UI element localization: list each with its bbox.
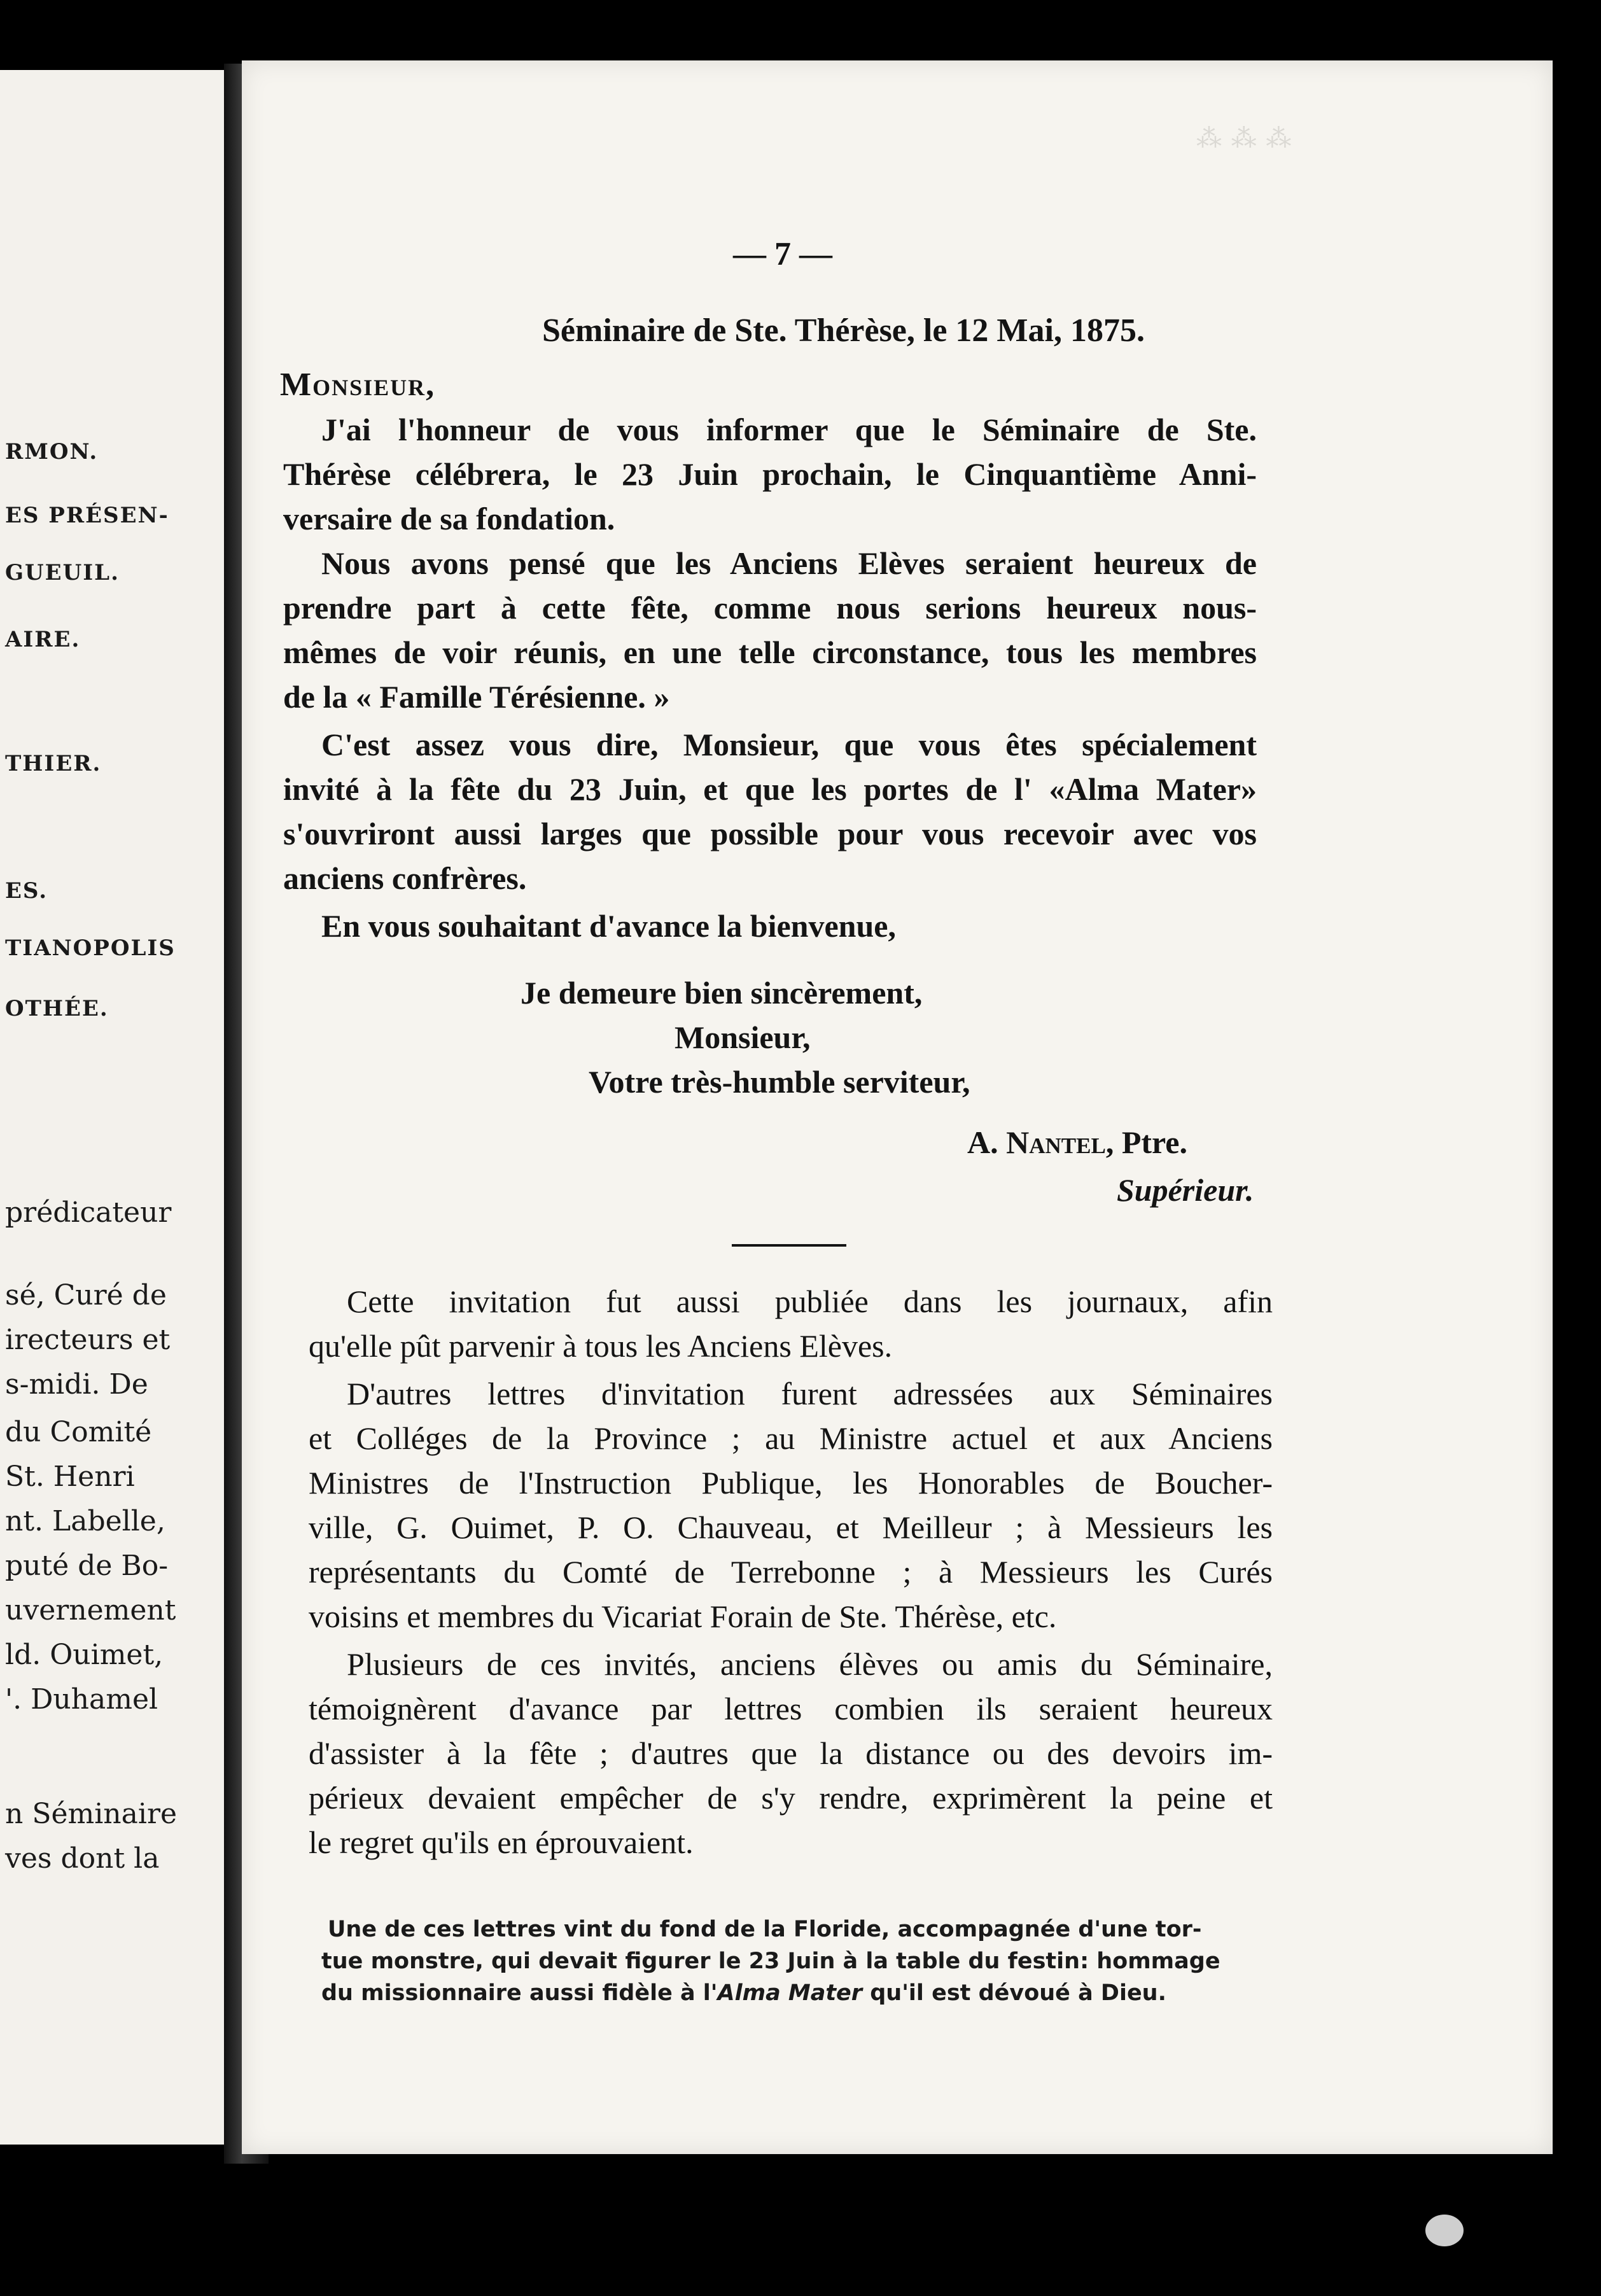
left-page-fragment: RMON. (5, 439, 99, 465)
left-page-fragment: irecteurs et (5, 1324, 171, 1356)
signature-suffix: , Ptre. (1105, 1124, 1187, 1160)
left-page-fragment: nt. Labelle, (5, 1505, 165, 1537)
body-line: représentants du Comté de Terrebonne ; à Messieurs les Curés (309, 1554, 1273, 1590)
left-page-fragment: s-midi. De (5, 1368, 148, 1401)
left-page-fragment: '. Duhamel (5, 1683, 158, 1716)
signature-name: Nantel (1006, 1124, 1106, 1160)
left-page-fragment: OTHÉE. (5, 996, 109, 1021)
signature-initial: A. (967, 1124, 998, 1160)
left-page-fragment: GUEUIL. (5, 560, 120, 585)
bleed-through-decoration: ⁂ ⁂ ⁂ (1196, 124, 1292, 153)
letter-line: mêmes de voir réunis, en une telle circonstance, tous les membres (283, 634, 1257, 670)
letter-line: En vous souhaitant d'avance la bienvenue, (321, 908, 896, 944)
left-page-fragment: prédicateur (5, 1196, 172, 1229)
left-page-fragment: ES. (5, 878, 48, 904)
left-page-fragment: du Comité (5, 1416, 152, 1448)
page-number: — 7 — (733, 236, 832, 272)
left-page-fragment: n Séminaire (5, 1798, 178, 1830)
letter-line: invité à la fête du 23 Juin, et que les portes de l' «Alma Mater» (283, 771, 1257, 807)
footnote-alma-mater: Alma Mater (717, 1980, 863, 2006)
signature (967, 1123, 1187, 1161)
letter-line: C'est assez vous dire, Monsieur, que vous êtes spécialement (321, 727, 1257, 762)
body-line: voisins et membres du Vicariat Forain de Ste. Thérèse, etc. (309, 1599, 1057, 1634)
section-separator (732, 1244, 846, 1247)
left-page-fragment: sé, Curé de (5, 1279, 167, 1312)
left-page-fragment: ves dont la (5, 1842, 160, 1875)
left-page-fragment: uvernement (5, 1594, 176, 1627)
closing-line-3: Votre très-humble serviteur, (589, 1064, 970, 1100)
body-line: ville, G. Ouimet, P. O. Chauveau, et Meilleur ; à Messieurs les (309, 1509, 1273, 1545)
letter-line: prendre part à cette fête, comme nous serions heureux nous- (283, 590, 1257, 626)
letter-line: Nous avons pensé que les Anciens Elèves seraient heureux de (321, 545, 1257, 581)
footnote-line-3 (321, 1979, 1166, 2007)
left-page-fragment: AIRE. (5, 627, 81, 652)
body-line: Ministres de l'Instruction Publique, les Honorables de Boucher- (309, 1465, 1273, 1501)
paper-damage-mark (1425, 2215, 1464, 2246)
left-page-fragment: puté de Bo- (5, 1550, 169, 1582)
signature-title: Supérieur. (1117, 1172, 1254, 1208)
closing-line-2: Monsieur, (675, 1019, 811, 1055)
body-line: d'assister à la fête ; d'autres que la distance ou des devoirs im- (309, 1735, 1273, 1771)
body-line: D'autres lettres d'invitation furent adressées aux Séminaires (347, 1376, 1273, 1411)
letter-line: anciens confrères. (283, 860, 527, 896)
footnote-line-1: Une de ces lettres vint du fond de la Floride, accompagnée d'une tor- (328, 1917, 1202, 1942)
body-line: Plusieurs de ces invités, anciens élèves ou amis du Séminaire, (347, 1646, 1273, 1682)
closing-line-1: Je demeure bien sincèrement, (521, 975, 923, 1011)
letter-line: versaire de sa fondation. (283, 501, 615, 536)
left-page-fragment: St. Henri (5, 1460, 135, 1493)
footnote-text-before: du missionnaire aussi fidèle à l' (321, 1980, 718, 2006)
letter-line: s'ouvriront aussi larges que possible pour vous recevoir avec vos (283, 816, 1257, 851)
letter-line: J'ai l'honneur de vous informer que le Séminaire de Ste. (321, 412, 1257, 447)
left-page-fragment: ES PRÉSEN- (5, 503, 169, 528)
letter-dateline: Séminaire de Ste. Thérèse, le 12 Mai, 1875. (542, 312, 1145, 349)
letter-line: de la « Famille Térésienne. » (283, 679, 670, 715)
body-line: le regret qu'ils en éprouvaient. (309, 1824, 694, 1860)
letter-salutation: Monsieur, (280, 367, 436, 403)
body-line: et Colléges de la Province ; au Ministre actuel et aux Anciens (309, 1420, 1273, 1456)
footnote-text-after: qu'il est dévoué à Dieu. (862, 1980, 1166, 2006)
body-line: témoignèrent d'avance par lettres combien ils seraient heureux (309, 1691, 1273, 1726)
body-line: qu'elle pût parvenir à tous les Anciens Elèves. (309, 1328, 893, 1364)
body-line: périeux devaient empêcher de s'y rendre, exprimèrent la peine et (309, 1780, 1273, 1816)
body-line: Cette invitation fut aussi publiée dans les journaux, afin (347, 1284, 1273, 1319)
left-facing-page (0, 70, 224, 2145)
letter-line: Thérèse célébrera, le 23 Juin prochain, le Cinquantième Anni- (283, 456, 1257, 492)
left-page-fragment: THIER. (5, 751, 102, 776)
footnote-line-2: tue monstre, qui devait figurer le 23 Juin à la table du festin: hommage (321, 1949, 1220, 1974)
left-page-fragment: TIANOPOLIS (5, 935, 176, 961)
left-page-fragment: ld. Ouimet, (5, 1639, 164, 1671)
